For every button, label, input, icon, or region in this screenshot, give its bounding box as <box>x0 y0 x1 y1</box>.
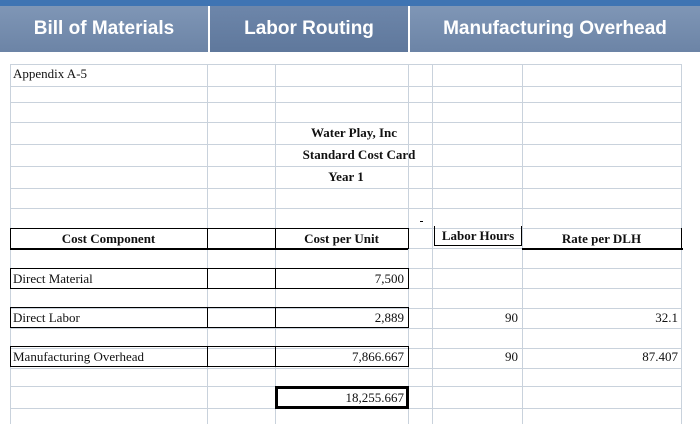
cell-border <box>681 228 682 249</box>
grid-line <box>10 144 682 145</box>
tab-labor-routing[interactable]: Labor Routing <box>210 6 410 52</box>
row-border <box>10 346 408 347</box>
total-border <box>275 386 409 389</box>
cell-border <box>408 307 409 328</box>
row-direct-labor-cost: 2,889 <box>374 310 404 325</box>
cell-border <box>408 268 409 289</box>
sheet-tab-bar <box>0 0 700 56</box>
spreadsheet-grid[interactable] <box>0 56 700 429</box>
grid-line <box>10 166 682 167</box>
cell-border <box>207 268 208 289</box>
cell-border <box>207 228 208 249</box>
grid-line <box>10 368 682 369</box>
row-overhead-hours: 90 <box>505 349 518 364</box>
header-border-bottom <box>522 248 683 250</box>
tab-manufacturing-overhead[interactable]: Manufacturing Overhead <box>410 6 700 52</box>
cell-border <box>10 346 11 367</box>
appendix-label: Appendix A-5 <box>13 66 88 81</box>
tab-bill-of-materials[interactable]: Bill of Materials <box>0 6 210 52</box>
row-direct-labor-hours: 90 <box>505 310 518 325</box>
row-overhead-rate: 87.407 <box>642 349 678 364</box>
grid-line <box>10 308 682 309</box>
grid-line <box>10 328 682 329</box>
grid-line <box>10 64 682 65</box>
cell-border <box>10 268 11 289</box>
row-border <box>10 366 408 367</box>
grid-line <box>10 86 682 87</box>
row-border <box>10 268 408 269</box>
header-border-bottom <box>10 248 408 250</box>
total-border <box>406 386 409 409</box>
header-cost-component: Cost Component <box>61 231 156 246</box>
grid-line <box>10 188 682 189</box>
header-rate-per-dlh: Rate per DLH <box>561 231 642 246</box>
row-direct-labor-label: Direct Labor <box>13 310 80 325</box>
year-label: Year 1 <box>328 169 364 184</box>
row-direct-material-cost: 7,500 <box>374 271 404 286</box>
grid-line <box>10 122 682 123</box>
company-name: Water Play, Inc <box>310 125 398 140</box>
total-cost-per-unit: 18,255.667 <box>345 390 404 405</box>
grid-line <box>10 102 682 103</box>
header-labor-hours: Labor Hours <box>441 228 515 243</box>
cell-border <box>434 245 522 246</box>
cell-mark <box>420 221 423 222</box>
cell-border <box>207 346 208 367</box>
row-direct-material-label: Direct Material <box>13 271 93 286</box>
card-title: Standard Cost Card <box>302 147 416 162</box>
row-border <box>10 288 408 289</box>
header-cost-per-unit: Cost per Unit <box>304 231 379 246</box>
row-direct-labor-rate: 32.1 <box>655 310 678 325</box>
cell-border <box>408 228 409 249</box>
grid-line <box>432 64 433 424</box>
row-border <box>10 327 408 328</box>
cell-border <box>408 346 409 367</box>
row-border <box>10 307 408 308</box>
row-overhead-cost: 7,866.667 <box>352 349 404 364</box>
cell-border <box>10 307 11 328</box>
row-overhead-label: Manufacturing Overhead <box>13 349 145 364</box>
total-border <box>275 406 409 409</box>
cell-border <box>207 307 208 328</box>
header-border-top <box>10 228 408 229</box>
grid-line <box>10 208 682 209</box>
